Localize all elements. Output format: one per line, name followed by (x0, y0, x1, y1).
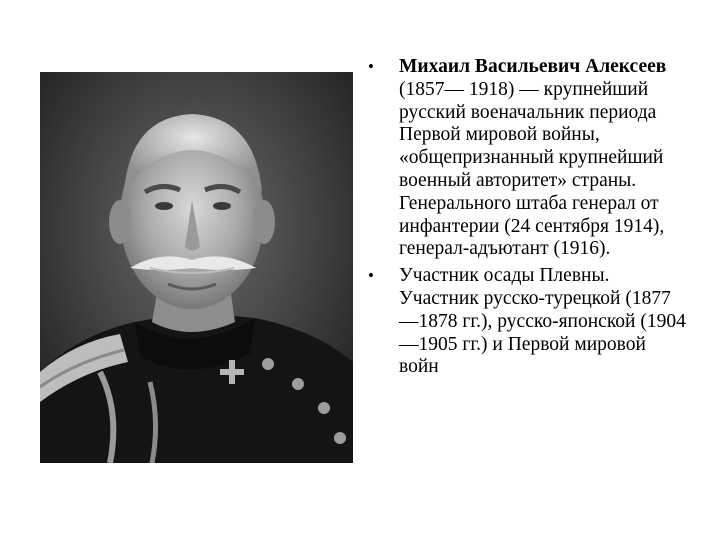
bullet-list (366, 56, 686, 379)
bullet-campaigns (366, 265, 686, 379)
campaigns-text: Участник осады Плевны. Участник русско-турецкой (1877—1878 гг.), русско-японской (1904—1905 гг.) и Первой мировой войн (399, 265, 686, 378)
text-block (366, 56, 686, 383)
bullet-mark: • (368, 266, 374, 286)
person-name: Михаил Васильевич Алексеев (399, 56, 667, 77)
biography-text: (1857— 1918) — крупнейший русский военачальник периода Первой мировой войны, «общепризнанный крупнейший военный авторитет» страны. Генерального штаба генерал от инфантерии (24 сентября 1914), генерал-адъютант (1916). (399, 78, 665, 260)
portrait-illustration (40, 72, 353, 463)
bullet-biography (366, 56, 686, 261)
bullet-mark: • (368, 57, 374, 76)
portrait-photo (40, 72, 353, 463)
